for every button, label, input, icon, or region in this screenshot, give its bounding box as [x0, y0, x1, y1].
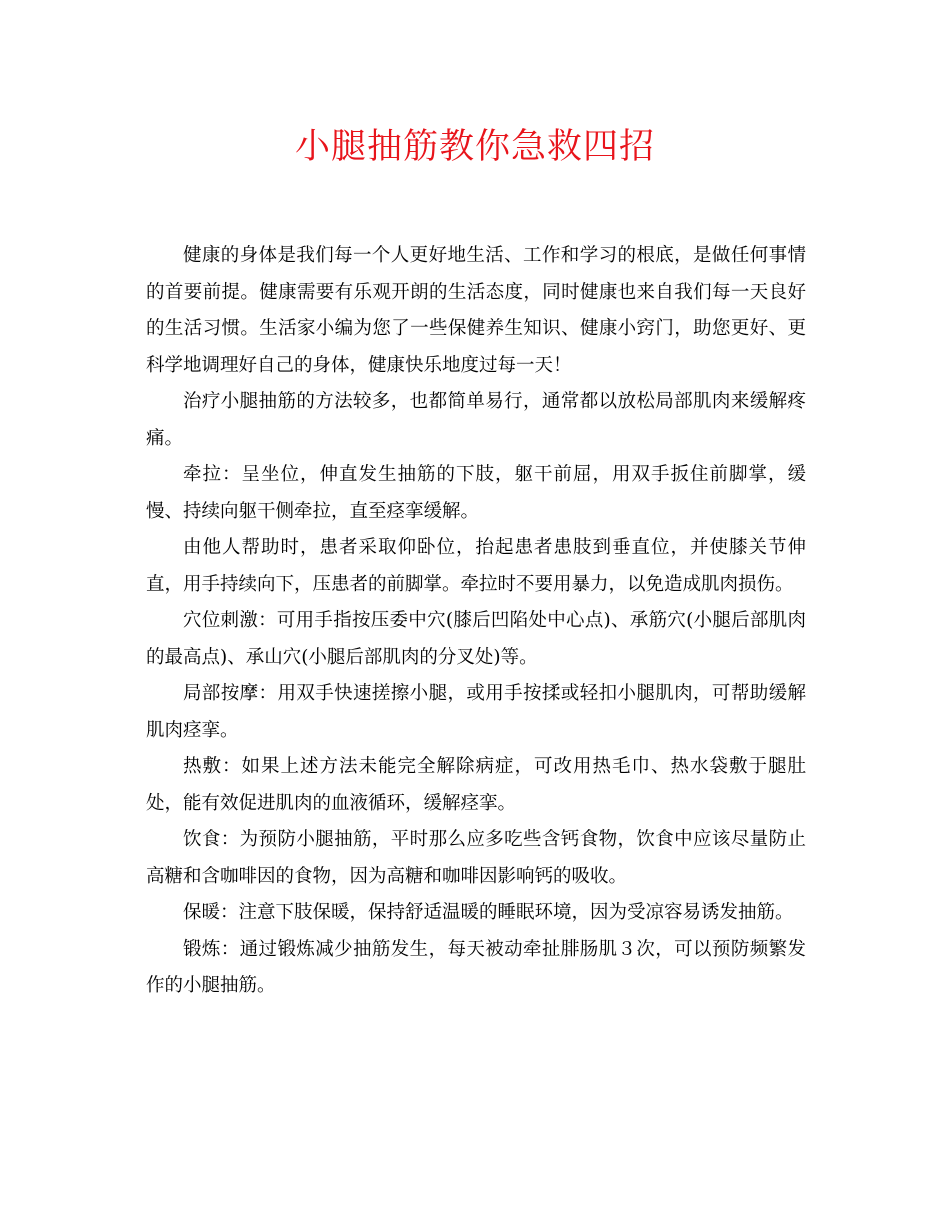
paragraph-exercise: 锻炼：通过锻炼减少抽筋发生，每天被动牵扯腓肠肌３次，可以预防频繁发作的小腿抽筋。: [146, 938, 806, 996]
paragraph-keep-warm: 保暖：注意下肢保暖，保持舒适温暖的睡眠环境，因为受凉容易诱发抽筋。: [183, 902, 794, 923]
paragraph-diet: 饮食：为预防小腿抽筋，平时那么应多吃些含钙食物，饮食中应该尽量防止高糖和含咖啡因的食物，因为高糖和咖啡因影响钙的吸收。: [146, 829, 806, 887]
paragraph-massage: 局部按摩：用双手快速搓擦小腿，或用手按揉或轻扣小腿肌肉，可帮助缓解肌肉痉挛。: [146, 683, 806, 741]
document-body: [146, 238, 806, 1005]
document-title: 小腿抽筋教你急救四招: [294, 127, 655, 167]
paragraph-treatment-overview: 治疗小腿抽筋的方法较多，也都简单易行，通常都以放松局部肌肉来缓解疼痛。: [146, 391, 806, 449]
paragraph-intro: 健康的身体是我们每一个人更好地生活、工作和学习的根底，是做任何事情的首要前提。健康需要有乐观开朗的生活态度，同时健康也来自我们每一天良好的生活习惯。生活家小编为您了一些保健养生知识、健康小窍门，助您更好、更科学地调理好自己的身体，健康快乐地度过每一天！: [146, 245, 806, 376]
paragraph-acupoint: 穴位刺激：可用手指按压委中穴(膝后凹陷处中心点)、承筋穴(小腿后部肌肉的最高点)、承山穴(小腿后部肌肉的分叉处)等。: [146, 610, 806, 668]
paragraph-assisted-stretching: 由他人帮助时，患者采取仰卧位，抬起患者患肢到垂直位，并使膝关节伸直，用手持续向下，压患者的前脚掌。牵拉时不要用暴力，以免造成肌肉损伤。: [146, 537, 806, 595]
paragraph-stretching: 牵拉：呈坐位，伸直发生抽筋的下肢，躯干前屈，用双手扳住前脚掌，缓慢、持续向躯干侧牵拉，直至痉挛缓解。: [146, 464, 806, 522]
paragraph-hot-compress: 热敷：如果上述方法未能完全解除病症，可改用热毛巾、热水袋敷于腿肚处，能有效促进肌肉的血液循环，缓解痉挛。: [146, 756, 806, 814]
